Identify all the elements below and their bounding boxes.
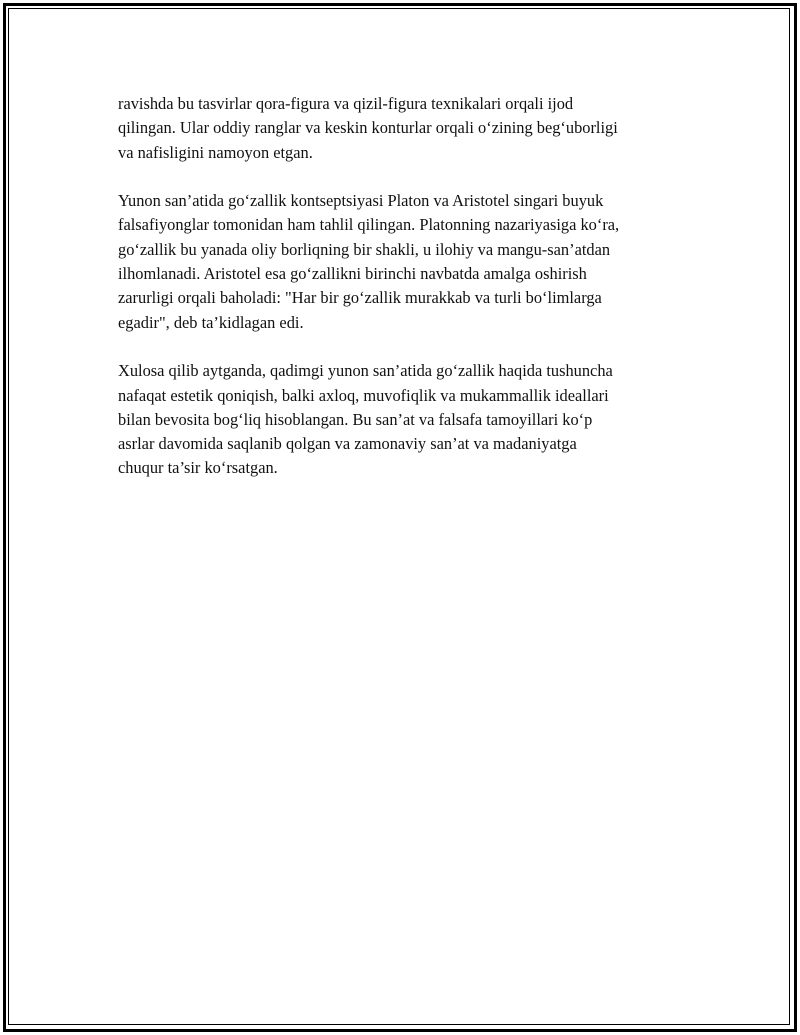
paragraph-1: ravishda bu tasvirlar qora-figura va qizil-figura texnikalari orqali ijod qilingan. Ular oddiy ranglar va keskin konturlar orqali o‘zining beg‘uborligi va nafisligini namoyon etgan. xyxy=(118,94,618,162)
paragraph-2: Yunon san’atida go‘zallik kontseptsiyasi Platon va Aristotel singari buyuk falsafiyonglar tomonidan ham tahlil qilingan. Platonning nazariyasiga ko‘ra, go‘zallik bu yanada oliy borliqning bir shakli, u ilohiy va mangu-san’atdan ilhomlanadi. Aristotel esa go‘zallikni birinchi navbatda amalga oshirish zarurligi orqali baholadi: "Har bir go‘zallik murakkab va turli bo‘limlarga egadir", deb ta’kidlagan edi. xyxy=(118,191,620,332)
paragraph-3: Xulosa qilib aytganda, qadimgi yunon san’atida go‘zallik haqida tushuncha nafaqat estetik qoniqish, balki axloq, muvofiqlik va mukammallik ideallari bilan bevosita bog‘liq hisoblangan. Bu san’at va falsafa tamoyillari ko‘p asrlar davomida saqlanib qolgan va zamonaviy san’at va madaniyatga chuqur ta’sir ko‘rsatgan. xyxy=(118,361,613,478)
document-body xyxy=(118,92,698,505)
